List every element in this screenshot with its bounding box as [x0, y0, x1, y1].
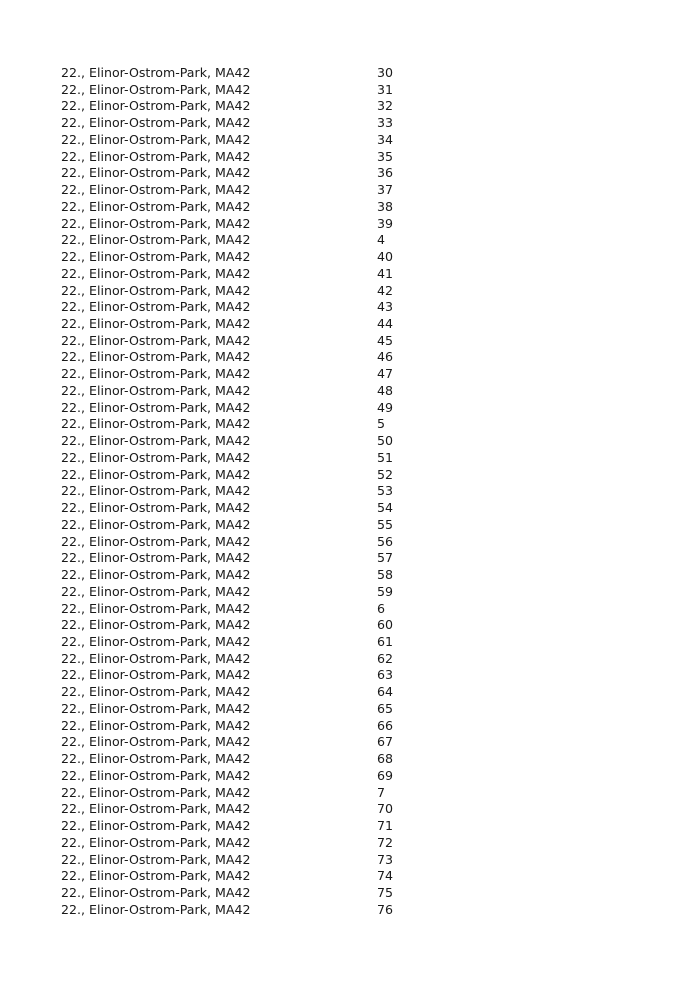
- list-item: [61, 82, 437, 99]
- list-item: [61, 751, 437, 768]
- house-number: 61: [377, 633, 394, 649]
- address-text: 22., Elinor-Ostrom-Park, MA42: [61, 483, 251, 499]
- house-number: 43: [377, 299, 394, 315]
- house-number: 69: [377, 767, 394, 783]
- house-number: 41: [377, 265, 394, 281]
- address-text: 22., Elinor-Ostrom-Park, MA42: [61, 65, 251, 80]
- list-item: [61, 216, 437, 233]
- address-text: 22., Elinor-Ostrom-Park, MA42: [61, 533, 251, 549]
- list-item: [61, 333, 437, 350]
- list-item: [61, 734, 437, 751]
- list-item: [61, 567, 437, 584]
- address-text: 22., Elinor-Ostrom-Park, MA42: [61, 851, 251, 867]
- address-text: 22., Elinor-Ostrom-Park, MA42: [61, 717, 251, 733]
- address-text: 22., Elinor-Ostrom-Park, MA42: [61, 600, 251, 616]
- list-item: [61, 149, 437, 166]
- house-number: 70: [377, 801, 394, 817]
- address-text: 22., Elinor-Ostrom-Park, MA42: [61, 449, 251, 465]
- address-list: [61, 65, 437, 918]
- house-number: 57: [377, 550, 394, 566]
- house-number: 31: [377, 81, 394, 97]
- house-number: 7: [377, 784, 386, 800]
- address-text: 22., Elinor-Ostrom-Park, MA42: [61, 265, 251, 281]
- address-text: 22., Elinor-Ostrom-Park, MA42: [61, 583, 251, 599]
- house-number: 55: [377, 516, 394, 532]
- address-text: 22., Elinor-Ostrom-Park, MA42: [61, 700, 251, 716]
- list-item: [61, 601, 437, 618]
- house-number: 63: [377, 667, 394, 683]
- house-number: 62: [377, 650, 394, 666]
- list-item: [61, 517, 437, 534]
- list-item: [61, 316, 437, 333]
- address-text: 22., Elinor-Ostrom-Park, MA42: [61, 550, 251, 566]
- house-number: 49: [377, 399, 394, 415]
- list-item: [61, 450, 437, 467]
- address-text: 22., Elinor-Ostrom-Park, MA42: [61, 751, 251, 767]
- address-text: 22., Elinor-Ostrom-Park, MA42: [61, 784, 251, 800]
- list-item: [61, 868, 437, 885]
- address-text: 22., Elinor-Ostrom-Park, MA42: [61, 399, 251, 415]
- house-number: 50: [377, 433, 394, 449]
- house-number: 44: [377, 316, 394, 332]
- house-number: 54: [377, 500, 394, 516]
- address-text: 22., Elinor-Ostrom-Park, MA42: [61, 198, 251, 214]
- list-item: [61, 667, 437, 684]
- address-text: 22., Elinor-Ostrom-Park, MA42: [61, 349, 251, 365]
- list-item: [61, 349, 437, 366]
- address-text: 22., Elinor-Ostrom-Park, MA42: [61, 131, 251, 147]
- address-text: 22., Elinor-Ostrom-Park, MA42: [61, 232, 251, 248]
- address-text: 22., Elinor-Ostrom-Park, MA42: [61, 282, 251, 298]
- house-number: 68: [377, 751, 394, 767]
- list-item: [61, 283, 437, 300]
- address-text: 22., Elinor-Ostrom-Park, MA42: [61, 148, 251, 164]
- house-number: 34: [377, 131, 394, 147]
- list-item: [61, 299, 437, 316]
- house-number: 38: [377, 198, 394, 214]
- list-item: [61, 902, 437, 919]
- list-item: [61, 651, 437, 668]
- house-number: 35: [377, 148, 394, 164]
- address-text: 22., Elinor-Ostrom-Park, MA42: [61, 633, 251, 649]
- house-number: 74: [377, 868, 394, 884]
- house-number: 30: [377, 65, 394, 80]
- address-text: 22., Elinor-Ostrom-Park, MA42: [61, 382, 251, 398]
- list-item: [61, 768, 437, 785]
- address-text: 22., Elinor-Ostrom-Park, MA42: [61, 466, 251, 482]
- house-number: 36: [377, 165, 394, 181]
- list-item: [61, 818, 437, 835]
- list-item: [61, 835, 437, 852]
- house-number: 39: [377, 215, 394, 231]
- address-text: 22., Elinor-Ostrom-Park, MA42: [61, 901, 251, 917]
- house-number: 47: [377, 366, 394, 382]
- list-item: [61, 500, 437, 517]
- address-text: 22., Elinor-Ostrom-Park, MA42: [61, 81, 251, 97]
- list-item: [61, 885, 437, 902]
- house-number: 32: [377, 98, 394, 114]
- list-item: [61, 182, 437, 199]
- address-text: 22., Elinor-Ostrom-Park, MA42: [61, 165, 251, 181]
- address-text: 22., Elinor-Ostrom-Park, MA42: [61, 884, 251, 900]
- house-number: 5: [377, 416, 386, 432]
- house-number: 64: [377, 684, 394, 700]
- address-text: 22., Elinor-Ostrom-Park, MA42: [61, 516, 251, 532]
- address-text: 22., Elinor-Ostrom-Park, MA42: [61, 801, 251, 817]
- address-text: 22., Elinor-Ostrom-Park, MA42: [61, 299, 251, 315]
- list-item: [61, 801, 437, 818]
- list-item: [61, 249, 437, 266]
- house-number: 4: [377, 232, 386, 248]
- house-number: 42: [377, 282, 394, 298]
- address-text: 22., Elinor-Ostrom-Park, MA42: [61, 868, 251, 884]
- address-text: 22., Elinor-Ostrom-Park, MA42: [61, 98, 251, 114]
- address-text: 22., Elinor-Ostrom-Park, MA42: [61, 567, 251, 583]
- list-item: [61, 266, 437, 283]
- address-text: 22., Elinor-Ostrom-Park, MA42: [61, 115, 251, 131]
- list-item: [61, 165, 437, 182]
- list-item: [61, 852, 437, 869]
- house-number: 37: [377, 182, 394, 198]
- list-item: [61, 132, 437, 149]
- house-number: 45: [377, 332, 394, 348]
- house-number: 6: [377, 600, 386, 616]
- house-number: 59: [377, 583, 394, 599]
- list-item: [61, 718, 437, 735]
- address-text: 22., Elinor-Ostrom-Park, MA42: [61, 215, 251, 231]
- address-text: 22., Elinor-Ostrom-Park, MA42: [61, 433, 251, 449]
- address-text: 22., Elinor-Ostrom-Park, MA42: [61, 182, 251, 198]
- list-item: [61, 785, 437, 802]
- address-text: 22., Elinor-Ostrom-Park, MA42: [61, 332, 251, 348]
- list-item: [61, 199, 437, 216]
- house-number: 75: [377, 884, 394, 900]
- house-number: 66: [377, 717, 394, 733]
- list-item: [61, 684, 437, 701]
- address-text: 22., Elinor-Ostrom-Park, MA42: [61, 834, 251, 850]
- house-number: 56: [377, 533, 394, 549]
- list-item: [61, 115, 437, 132]
- list-item: [61, 366, 437, 383]
- house-number: 40: [377, 249, 394, 265]
- list-item: [61, 383, 437, 400]
- house-number: 52: [377, 466, 394, 482]
- list-item: [61, 433, 437, 450]
- address-text: 22., Elinor-Ostrom-Park, MA42: [61, 416, 251, 432]
- list-item: [61, 467, 437, 484]
- list-item: [61, 701, 437, 718]
- list-item: [61, 617, 437, 634]
- address-text: 22., Elinor-Ostrom-Park, MA42: [61, 316, 251, 332]
- house-number: 67: [377, 734, 394, 750]
- house-number: 51: [377, 449, 394, 465]
- address-text: 22., Elinor-Ostrom-Park, MA42: [61, 667, 251, 683]
- house-number: 72: [377, 834, 394, 850]
- address-text: 22., Elinor-Ostrom-Park, MA42: [61, 684, 251, 700]
- house-number: 48: [377, 382, 394, 398]
- list-item: [61, 400, 437, 417]
- list-item: [61, 65, 437, 82]
- list-item: [61, 232, 437, 249]
- address-text: 22., Elinor-Ostrom-Park, MA42: [61, 734, 251, 750]
- list-item: [61, 98, 437, 115]
- address-text: 22., Elinor-Ostrom-Park, MA42: [61, 650, 251, 666]
- list-item: [61, 550, 437, 567]
- house-number: 60: [377, 617, 394, 633]
- house-number: 53: [377, 483, 394, 499]
- house-number: 58: [377, 567, 394, 583]
- list-item: [61, 584, 437, 601]
- house-number: 76: [377, 901, 394, 917]
- house-number: 65: [377, 700, 394, 716]
- house-number: 71: [377, 818, 394, 834]
- address-text: 22., Elinor-Ostrom-Park, MA42: [61, 617, 251, 633]
- address-text: 22., Elinor-Ostrom-Park, MA42: [61, 818, 251, 834]
- house-number: 46: [377, 349, 394, 365]
- list-item: [61, 534, 437, 551]
- address-text: 22., Elinor-Ostrom-Park, MA42: [61, 249, 251, 265]
- list-item: [61, 416, 437, 433]
- address-text: 22., Elinor-Ostrom-Park, MA42: [61, 366, 251, 382]
- house-number: 73: [377, 851, 394, 867]
- list-item: [61, 483, 437, 500]
- address-text: 22., Elinor-Ostrom-Park, MA42: [61, 767, 251, 783]
- address-text: 22., Elinor-Ostrom-Park, MA42: [61, 500, 251, 516]
- list-item: [61, 634, 437, 651]
- house-number: 33: [377, 115, 394, 131]
